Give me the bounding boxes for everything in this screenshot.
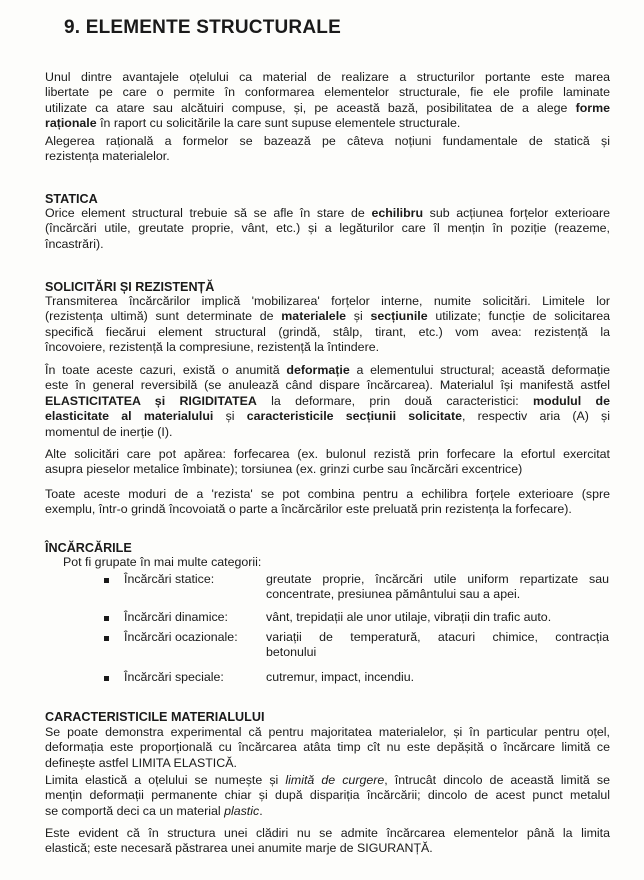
text-line: încovoiere, rezistență la compresiune, rezistență la întindere. <box>45 340 380 355</box>
bullet-icon <box>104 578 109 583</box>
text-line: Se poate demonstra experimental că pentru majoritatea materialelor, și în particular pentru oțel, <box>45 725 610 739</box>
intro-paragraph-1 <box>45 70 610 132</box>
incarcarile-intro <box>63 555 463 570</box>
section-heading-statica: STATICA <box>45 192 98 206</box>
text-line: asupra pieselor metalice îmbinate); torsiunea (ex. grinzi curbe sau încărcări excentrice) <box>45 462 523 477</box>
text-line: utilizate ca atare sau alcătuiri compuse, și, pe această bază, posibilitatea de a alege forme <box>45 100 610 115</box>
text-line: Orice element structural trebuie să se afle în stare de echilibru sub acțiunea forțelor exterioare <box>45 206 610 220</box>
text-line: este în general reversibilă (se anulează când dispare încărcarea). Materialul își manifestă astfel <box>45 378 610 393</box>
text-line: În toate aceste cazuri, există o anumită deformație a elementului structural; această deformație <box>45 363 610 377</box>
text-line: libertate pe care o permite în conformarea elementelor structurale, fie ele profile laminate <box>45 85 610 100</box>
solicitari-paragraph-2 <box>45 363 610 440</box>
list-item-label: Încărcări speciale: <box>124 670 224 684</box>
bullet-icon <box>104 616 109 621</box>
text-line: elastică; este necesară păstrarea unei anumite marje de SIGURANȚĂ. <box>45 841 433 856</box>
text-line: Alte solicitări care pot apărea: forfecarea (ex. bulonul rezistă prin forfecare la efortul exercitat <box>45 447 610 461</box>
text-line: Limita elastică a oțelului se numește și limită de curgere, întrucât dincolo de această limită se <box>45 773 610 787</box>
text-line: rezistența materialelor. <box>45 149 170 164</box>
list-item <box>0 572 644 604</box>
solicitari-paragraph-3 <box>45 447 610 478</box>
list-item-description: vânt, trepidații ale unor utilaje, vibrații din trafic auto. <box>266 610 552 624</box>
material-paragraph-1 <box>45 725 610 771</box>
section-heading-incarcarile: ÎNCĂRCĂRILE <box>45 541 132 555</box>
list-item-label: Încărcări dinamice: <box>124 610 228 624</box>
text-line: ELASTICITATEA și RIGIDITATEA la deformare, prin două caracteristici: modulul de <box>45 393 611 408</box>
text-line: Pot fi grupate în mai multe categorii: <box>63 555 262 569</box>
material-paragraph-2 <box>45 773 610 819</box>
text-line: Transmiterea încărcărilor implică 'mobilizarea' forțelor interne, numite solicitări. Limitele lor <box>45 294 610 308</box>
text-line: se comportă deci ca un material plastic. <box>45 803 263 818</box>
list-item <box>0 670 644 686</box>
page-title: 9. ELEMENTE STRUCTURALE <box>64 17 341 38</box>
text-line: definește astfel LIMITA ELASTICĂ. <box>45 755 237 770</box>
list-item <box>0 630 644 662</box>
text-line: specifică fiecărui element structural (grindă, stâlp, tirant, etc.) vom avea: rezistență la <box>45 324 610 339</box>
solicitari-paragraph-4 <box>45 487 610 518</box>
text-line: (încărcări utile, greutate proprie, vânt, etc.) și a legăturilor care îl mențin în poziție (reazeme, <box>45 221 610 236</box>
list-item-description: cutremur, impact, incendiu. <box>266 670 415 684</box>
text-line: Toate aceste moduri de a 'rezista' se pot combina pentru a echilibra forțele exterioare (spre <box>45 487 610 501</box>
text-line: (rezistența ultimă) sunt determinate de materialele și secțiunile utilizate; funcție de solicitarea <box>45 309 611 324</box>
text-line: exemplu, într-o grindă încovoiată o parte a încărcărilor este preluată prin rezistența la forfecare). <box>45 502 572 517</box>
bullet-icon <box>104 636 109 641</box>
text-line: Este evident că în structura unei clădiri nu se admite încărcarea elementelor până la limita <box>45 826 610 840</box>
text-line: mențin deformații permanente chiar și după dispariția încărcării; dincolo de acest punct metalul <box>45 788 610 803</box>
statica-paragraph <box>45 206 610 252</box>
intro-paragraph-2 <box>45 134 610 165</box>
list-item-description: greutate proprie, încărcări utile uniform repartizate sau concentrate, presiunea pământului sau a apei. <box>266 572 609 602</box>
list-item-description: variații de temperatură, atacuri chimice, contracția betonului <box>266 630 609 660</box>
bullet-icon <box>104 676 109 681</box>
list-item <box>0 610 644 626</box>
section-heading-material: CARACTERISTICILE MATERIALULUI <box>45 710 265 724</box>
solicitari-paragraph-1 <box>45 294 610 356</box>
material-paragraph-3 <box>45 826 610 857</box>
text-line: momentul de inerție (I). <box>45 424 173 439</box>
list-item-label: Încărcări statice: <box>124 572 215 586</box>
text-line: raționale în raport cu solicitările la care sunt supuse elementele structurale. <box>45 116 461 131</box>
list-item-label: Încărcări ocazionale: <box>124 630 238 644</box>
text-line: încastrări). <box>45 236 104 251</box>
text-line: elasticitate al materialului și caracteristicile secțiunii solicitate, respectiv aria (A) și <box>45 409 610 424</box>
text-line: Unul dintre avantajele oțelului ca material de realizare a structurilor portante este marea <box>45 70 610 84</box>
text-line: deformația este proporțională cu încărcarea atâta timp cît nu este depășită o încărcare limită ce <box>45 740 610 755</box>
text-line: Alegerea rațională a formelor se bazează pe câteva noțiuni fundamentale de statică și <box>45 134 610 148</box>
section-heading-solicitari: SOLICITĂRI ȘI REZISTENȚĂ <box>45 280 215 294</box>
